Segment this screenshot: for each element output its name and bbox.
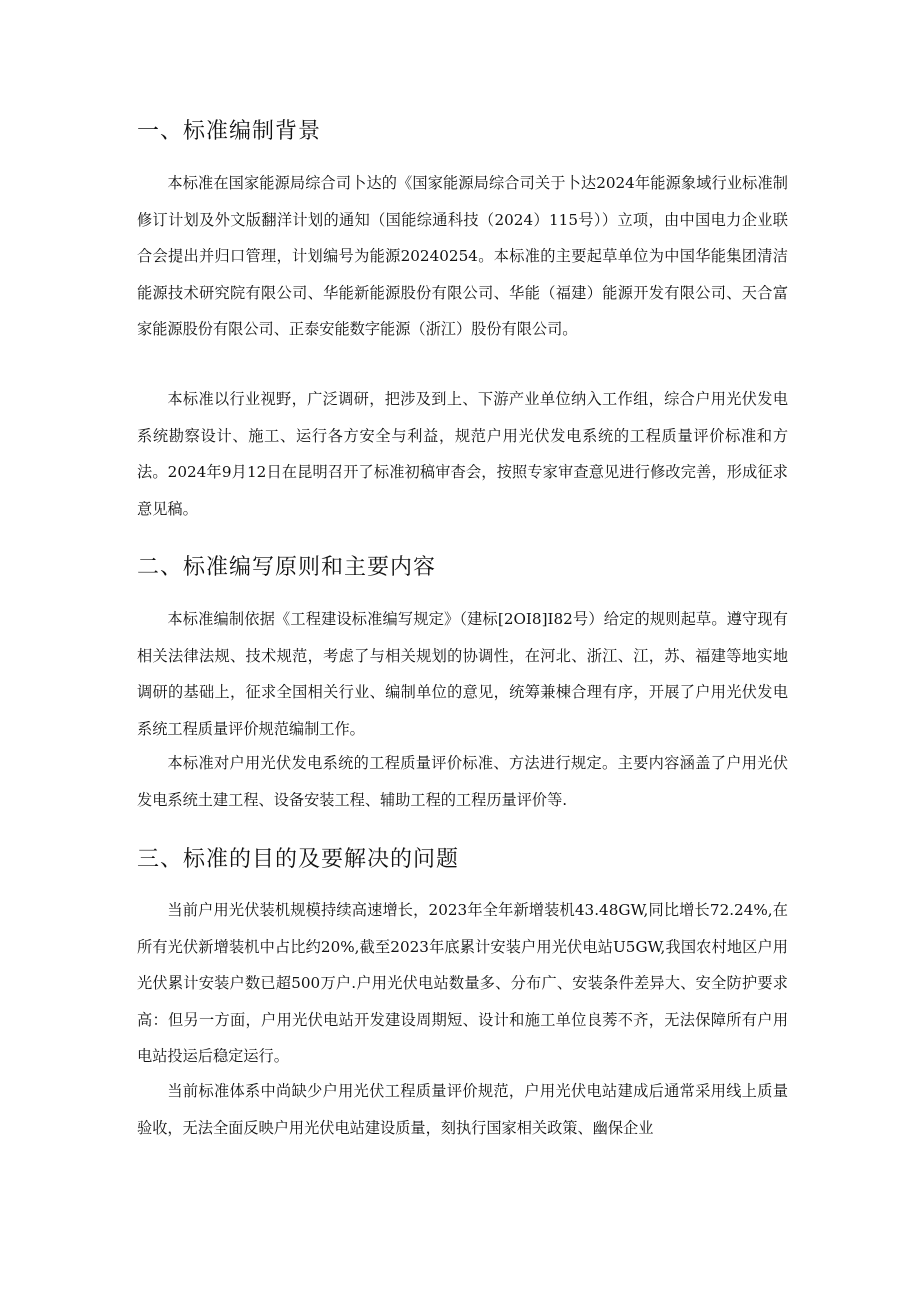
section-3-paragraph-2: 当前标准体系中尚缺少户用光伏工程质量评价规范，户用光伏电站建成后通常采用线上质量验收，无法全面反映户用光伏电站建设质量，刻执行国家相关政策、幽保企业 [137, 1082, 788, 1137]
section-1-paragraph-1: 本标准在国家能源局综合司卜达的《国家能源局综合司关于卜达2024年能源象域行业标准制修订计划及外文版翻洋计划的通知（国能综通科技（2024）115号））立项，由中国电力企业联合会提出并归口管理，计划编号为能源20240254。本标准的主要起草单位为中国华能集团清洁能源技术研究院有限公司、华能新能源股份有限公司、华能（福建）能源开发有限公司、天合富家能源股份有限公司、正泰安能数字能源（浙江）股份有限公司。 [137, 174, 788, 339]
section-3-paragraph-1: 当前户用光伏装机规模持续高速增长，2023年全年新增装机43.48GW,同比增长72.24%,在所有光伏新增装机中占比约20%,截至2023年底累计安装户用光伏电站U5GW,我国农村地区户用光伏累计安装户数已超500万户.户用光伏电站数量多、分布广、安装条件差异大、安全防护要求高：但另一方面，户用光伏电站开发建设周期短、设计和施工单位良莠不齐，无法保障所有户用电站投运后稳定运行。 [137, 901, 788, 1066]
section-3-heading: 三、标准的目的及要解决的问题 [137, 847, 460, 872]
section-1-heading: 一、标准编制背景 [137, 119, 322, 144]
section-2-heading: 二、标准编写原则和主要内容 [137, 555, 437, 580]
section-2-paragraph-1: 本标准编制依据《工程建设标准编写规定》（建标[2OI8]I82号）给定的规则起草。遵守现有相关法律法规、技术规范，考虑了与相关规划的协调性，在河北、浙江、江，苏、福建等地实地调研的基础上，征求全国相关行业、编制单位的意见，统筹兼棟合理有序，开展了户用光伏发电系统工程质量评价规范编制工作。 [137, 610, 788, 738]
section-2-paragraph-2: 本标准对户用光伏发电系统的工程质量评价标准、方法进行规定。主要内容涵盖了户用光伏发电系统土建工程、设备安装工程、辅助工程的工程历量评价等. [137, 754, 788, 809]
section-1-paragraph-2: 本标准以行业视野，广泛调研，把涉及到上、下游产业单位纳入工作组，综合户用光伏发电系统勘察设计、施工、运行各方安全与利益，规范户用光伏发电系统的工程质量评价标准和方法。2024年9月12日在昆明召开了标准初稿审杳会，按照专家审查意见进行修改完善，形成征求意见稿。 [137, 390, 788, 518]
